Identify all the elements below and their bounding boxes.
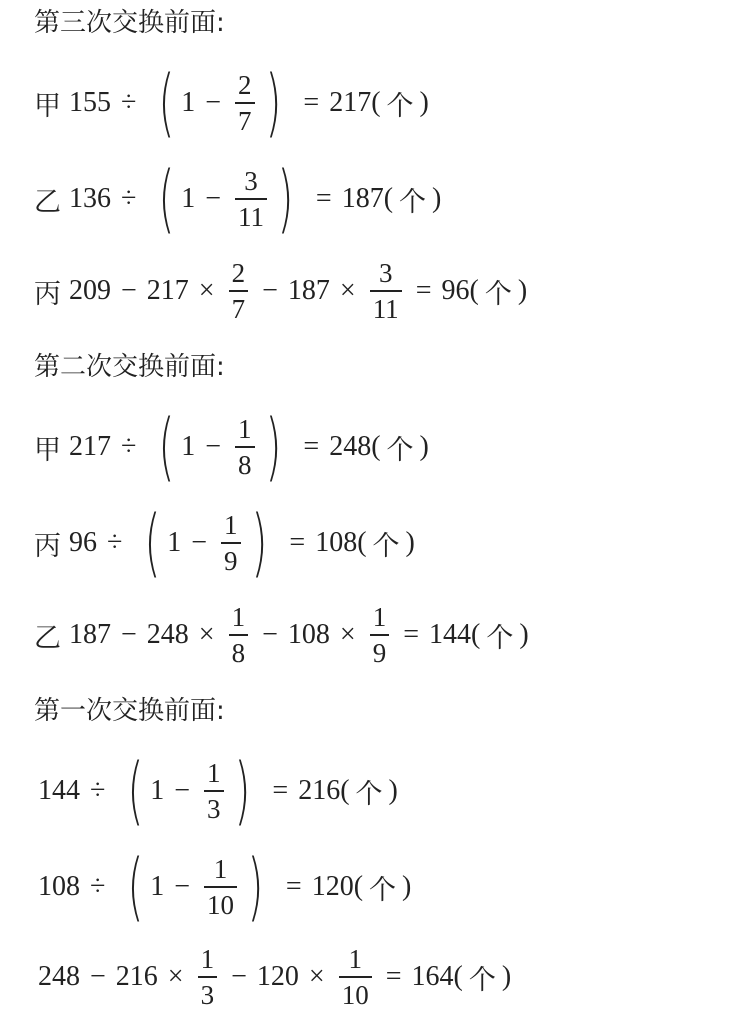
number: 108 [38,871,80,902]
divide-sign: ÷ [121,431,137,462]
denominator: 3 [204,790,224,826]
result: 108( [315,527,367,558]
result: 164( [411,961,463,992]
equals-sign: = [303,87,320,118]
row-label: 乙 [34,186,61,218]
number: 217 [146,275,189,306]
right-paren: ) [247,844,264,930]
parenthesis-group [138,500,273,586]
numerator: 1 [231,602,246,632]
parenthesis-group [121,748,256,834]
numerator: 1 [372,602,387,632]
close-paren: ) [517,275,528,306]
equals-sign: = [385,961,402,992]
equation-row [38,842,411,932]
number: 136 [69,183,111,214]
result: 248( [329,431,381,462]
result: 217( [329,87,381,118]
numerator: 1 [213,854,228,884]
times-sign: × [339,619,356,650]
number: 217 [69,431,111,462]
number: 1 [181,87,196,118]
denominator: 10 [204,886,237,922]
row-label: 甲 [34,434,61,466]
denominator: 9 [370,634,390,670]
number: 1 [181,431,196,462]
result: 144( [428,619,481,650]
parenthesis-group [152,60,287,146]
fraction [235,164,267,234]
numerator: 1 [200,944,215,974]
denominator: 11 [235,198,267,234]
equation-row [38,746,398,836]
minus-sign: − [205,87,222,118]
equation-row [34,246,527,336]
row-label: 丙 [34,278,61,310]
row-label: 甲 [34,90,61,122]
number: 1 [181,183,196,214]
numerator: 2 [238,70,252,100]
parenthesis-group [121,844,270,930]
equation-row [34,402,429,492]
minus-sign: − [90,961,106,992]
numerator: 1 [207,758,221,788]
close-paren: ) [419,431,429,462]
unit: 个 [399,186,427,218]
number: 209 [69,275,111,306]
numerator: 1 [238,414,252,444]
equation-row [34,58,429,148]
minus-sign: − [174,775,191,806]
right-paren: ) [265,404,281,490]
times-sign: × [198,619,215,650]
equals-sign: = [272,775,289,806]
times-sign: × [198,275,215,306]
result: 216( [298,775,350,806]
parenthesis-group [152,156,300,242]
fraction [198,942,218,1012]
result: 187( [341,183,394,214]
number: 1 [150,871,165,902]
section-heading-second: 第二次交换前面: [34,352,225,382]
unit: 个 [386,90,414,122]
left-paren: ( [158,404,175,490]
minus-sign: − [191,527,208,558]
left-paren: ( [158,156,175,242]
right-paren: ) [265,60,281,146]
left-paren: ( [127,748,144,834]
section-heading-third: 第三次交换前面: [34,8,225,38]
minus-sign: − [231,961,247,992]
denominator: 10 [339,976,372,1012]
right-paren: ) [277,156,294,242]
divide-sign: ÷ [90,871,106,902]
unit: 个 [484,278,512,310]
close-paren: ) [388,775,398,806]
left-paren: ( [144,500,161,586]
number: 1 [167,527,182,558]
denominator: 3 [198,976,218,1012]
close-paren: ) [519,619,529,650]
number: 144 [38,775,80,806]
close-paren: ) [501,961,512,992]
times-sign: × [308,961,325,992]
number: 187 [69,619,111,650]
numerator: 3 [244,166,258,196]
fraction [339,942,372,1012]
minus-sign: − [262,619,278,650]
number: 216 [115,961,158,992]
number: 248 [38,961,80,992]
number: 120 [256,961,299,992]
numerator: 2 [231,258,246,288]
section-heading-first: 第一次交换前面: [34,696,225,726]
equals-sign: = [403,619,419,650]
times-sign: × [339,275,356,306]
close-paren: ) [402,871,412,902]
minus-sign: − [174,871,191,902]
minus-sign: − [205,183,222,214]
denominator: 7 [229,290,249,326]
unit: 个 [355,778,383,810]
fraction [370,256,402,326]
close-paren: ) [432,183,442,214]
denominator: 9 [221,542,241,578]
numerator: 3 [378,258,393,288]
equals-sign: = [285,871,302,902]
unit: 个 [486,622,514,654]
divide-sign: ÷ [90,775,106,806]
fraction [235,68,255,138]
divide-sign: ÷ [121,87,137,118]
result: 120( [311,871,364,902]
close-paren: ) [405,527,415,558]
right-paren: ) [251,500,267,586]
equals-sign: = [289,527,306,558]
number: 96 [69,527,97,558]
minus-sign: − [262,275,278,306]
row-label: 乙 [34,622,61,654]
number: 155 [69,87,111,118]
denominator: 8 [235,446,255,482]
fraction [370,600,390,670]
numerator: 1 [224,510,238,540]
number: 1 [150,775,165,806]
number: 108 [287,619,330,650]
equals-sign: = [303,431,320,462]
close-paren: ) [419,87,429,118]
right-paren: ) [234,748,250,834]
equals-sign: = [315,183,332,214]
parenthesis-group [152,404,287,490]
denominator: 8 [229,634,249,670]
fraction [229,600,249,670]
numerator: 1 [348,944,362,974]
equation-row [38,932,511,1022]
unit: 个 [386,434,414,466]
left-paren: ( [127,844,144,930]
minus-sign: − [121,275,137,306]
row-label: 丙 [34,530,61,562]
denominator: 11 [370,290,402,326]
minus-sign: − [205,431,222,462]
number: 187 [287,275,330,306]
number: 248 [146,619,189,650]
fraction [235,412,255,482]
unit: 个 [372,530,400,562]
divide-sign: ÷ [121,183,137,214]
fraction [204,852,237,922]
fraction [229,256,249,326]
left-paren: ( [158,60,175,146]
unit: 个 [468,964,496,996]
fraction [221,508,241,578]
denominator: 7 [235,102,255,138]
times-sign: × [167,961,184,992]
unit: 个 [369,874,397,906]
result: 96( [441,275,479,306]
equation-row [34,590,529,680]
divide-sign: ÷ [107,527,123,558]
equation-row [34,498,415,588]
fraction [204,756,224,826]
minus-sign: − [121,619,137,650]
equation-row [34,154,441,244]
equals-sign: = [415,275,432,306]
